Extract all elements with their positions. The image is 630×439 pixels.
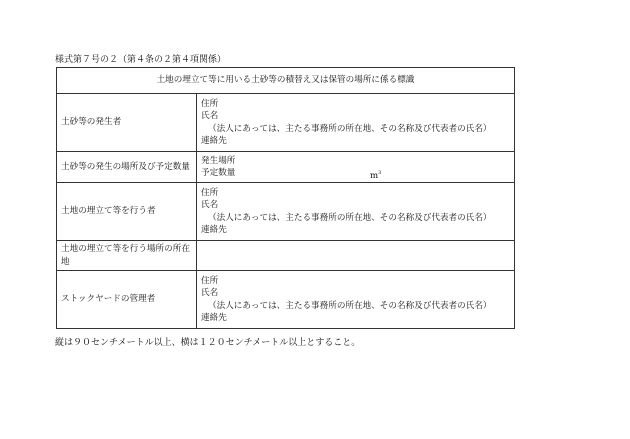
row-content-landfill-operator [197, 183, 515, 241]
cubic-meter-unit [370, 167, 381, 182]
row-content-generator [197, 94, 515, 152]
row-content-site-quantity [197, 152, 515, 183]
corporate-note: （法人にあっては、主たる事務所の所在地、その名称及び代表者の氏名） [208, 300, 492, 311]
contact-label: 連絡先 [201, 225, 227, 235]
quantity-line [201, 167, 510, 180]
quantity-label: 予定数量 [201, 168, 236, 178]
address-label: 住所 [201, 275, 219, 286]
contact-label: 連絡先 [201, 313, 227, 323]
row-content-landfill-location [197, 241, 515, 271]
size-footnote: 縦は９０センチメートル以上、横は１２０センチメートル以上とすること。 [55, 338, 361, 348]
row-label-landfill-location: 土地の埋立て等を行う場所の所在地 [57, 241, 197, 271]
form-number-title: 様式第７号の２（第４条の２第４項関係） [55, 55, 227, 65]
table-header: 土地の埋立て等に用いる土砂等の積替え又は保管の場所に係る標識 [57, 68, 515, 94]
row-label-landfill-operator: 土地の埋立て等を行う者 [57, 183, 197, 241]
address-label: 住所 [201, 98, 219, 109]
name-label: 氏名 [201, 200, 219, 210]
contact-label: 連絡先 [201, 136, 227, 146]
name-label: 氏名 [201, 111, 219, 121]
name-label: 氏名 [201, 288, 219, 298]
table-row [57, 152, 515, 183]
table-row [57, 183, 515, 241]
sign-form-table [56, 67, 515, 329]
row-content-stockyard-manager [197, 271, 515, 329]
site-label: 発生場所 [201, 155, 236, 166]
row-label-site-quantity: 土砂等の発生の場所及び予定数量 [57, 152, 197, 183]
unit-text: m [370, 170, 379, 181]
row-label-generator: 土砂等の発生者 [57, 94, 197, 152]
address-label: 住所 [201, 187, 219, 198]
table-row [57, 271, 515, 329]
table-row [57, 241, 515, 271]
row-label-stockyard-manager: ストックヤードの管理者 [57, 271, 197, 329]
unit-superscript: 3 [378, 170, 382, 176]
corporate-note: （法人にあっては、主たる事務所の所在地、その名称及び代表者の氏名） [208, 123, 492, 134]
table-row [57, 94, 515, 152]
corporate-note: （法人にあっては、主たる事務所の所在地、その名称及び代表者の氏名） [208, 212, 492, 223]
table-header-row [57, 68, 515, 94]
